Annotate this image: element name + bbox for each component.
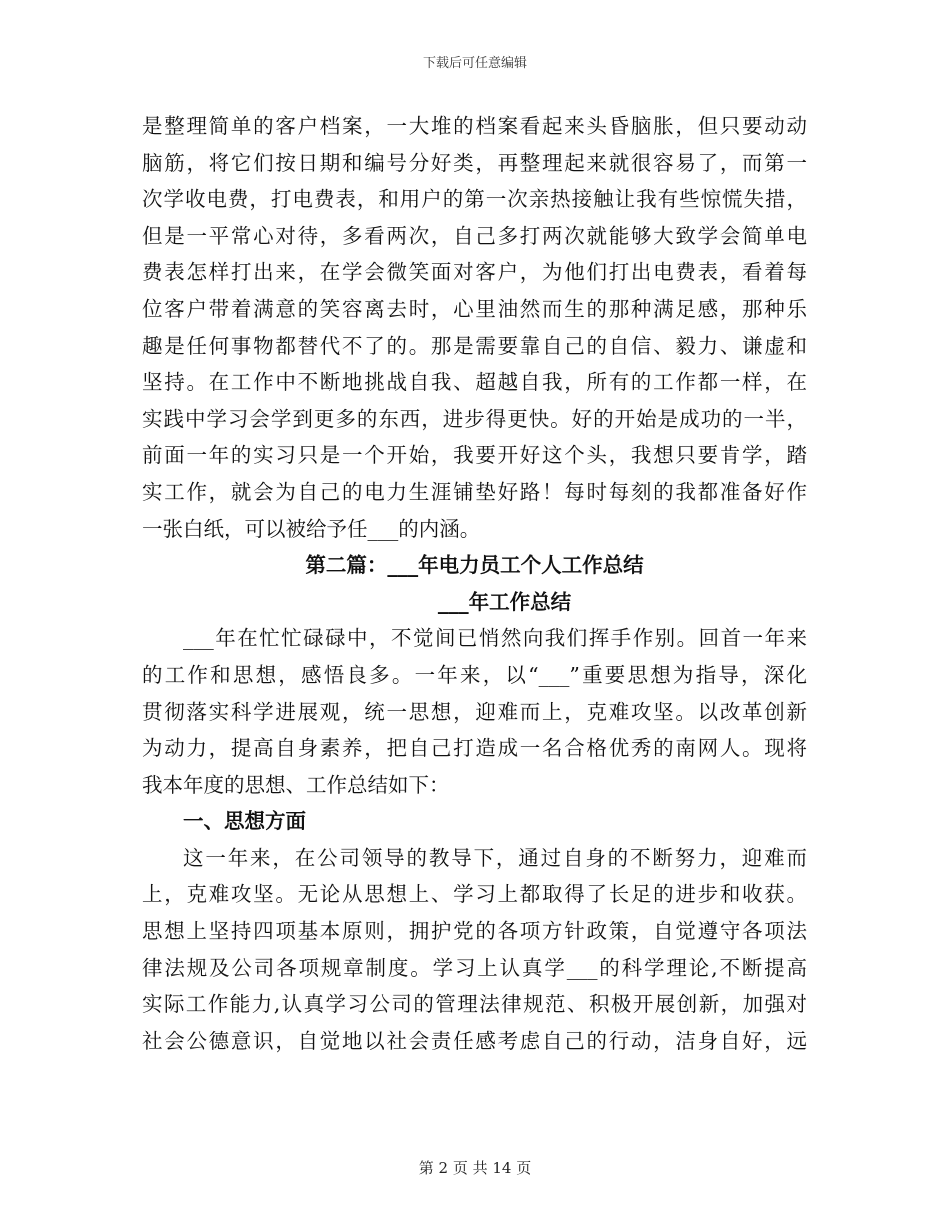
document-body <box>142 108 807 1059</box>
text-line: 实践中学习会学到更多的东西，进步得更快。好的开始是成功的一半， <box>142 406 807 431</box>
text-line: 位客户带着满意的笑容离去时，心里油然而生的那种满足感，那种乐 <box>142 296 807 321</box>
page-number: 第 2 页 共 14 页 <box>418 1159 532 1177</box>
text-line: 我本年度的思想、工作总结如下： <box>142 772 450 797</box>
text-line: 思想上坚持四项基本原则，拥护党的各项方针政策，自觉遵守各项法 <box>142 919 807 944</box>
text-line: 为动力，提高自身素养，把自己打造成一名合格优秀的南网人。现将 <box>142 736 807 761</box>
text-line: 坚持。在工作中不断地挑战自我、超越自我，所有的工作都一样，在 <box>142 370 807 395</box>
text-line: 是整理简单的客户档案，一大堆的档案看起来头昏脑胀，但只要动动 <box>142 114 807 138</box>
chapter-subtitle: ___年工作总结 <box>437 589 572 614</box>
text-line: 脑筋，将它们按日期和编号分好类，再整理起来就很容易了，而第一 <box>142 150 807 175</box>
text-line: 一张白纸，可以被给予任___的内涵。 <box>142 516 481 541</box>
section-heading: 一、思想方面 <box>183 809 306 834</box>
paragraph-intro <box>142 620 807 803</box>
text-line: 前面一年的实习只是一个开始，我要开好这个头，我想只要肯学，踏 <box>142 443 807 468</box>
text-line: 费表怎样打出来，在学会微笑面对客户，为他们打出电费表，看着每 <box>142 260 807 285</box>
paragraph-thought <box>142 840 807 1060</box>
paragraph-continued <box>142 108 807 547</box>
text-line: 次学收电费，打电费表，和用户的第一次亲热接触让我有些惊慌失措， <box>142 187 807 212</box>
text-line: 实工作，就会为自己的电力生涯铺垫好路！每时每刻的我都准备好作 <box>142 479 807 504</box>
text-line: 趣是任何事物都替代不了的。那是需要靠自己的自信、毅力、谦虚和 <box>142 333 807 358</box>
text-line: 上，克难攻坚。无论从思想上、学习上都取得了长足的进步和收获。 <box>142 882 807 907</box>
text-line: 社会公德意识，自觉地以社会责任感考虑自己的行动，洁身自好，远 <box>142 1028 807 1053</box>
text-line: ___年在忙忙碌碌中，不觉间已悄然向我们挥手作别。回首一年来 <box>183 626 807 651</box>
text-line: 实际工作能力,认真学习公司的管理法律规范、积极开展创新，加强对 <box>142 992 807 1017</box>
text-line: 这一年来，在公司领导的教导下，通过自身的不断努力，迎难而 <box>183 845 807 870</box>
text-line: 律法规及公司各项规章制度。学习上认真学___的科学理论,不断提高 <box>142 955 807 980</box>
page-header: 下载后可任意编辑 <box>422 56 527 71</box>
text-line: 贯彻落实科学进展观，统一思想，迎难而上，克难攻坚。以改革创新 <box>142 699 807 724</box>
text-line: 的工作和思想，感悟良多。一年来，以“___”重要思想为指导，深化 <box>142 662 807 687</box>
chapter-title: 第二篇：___年电力员工个人工作总结 <box>305 553 644 578</box>
text-line: 但是一平常心对待，多看两次，自己多打两次就能够大致学会简单电 <box>142 223 807 248</box>
